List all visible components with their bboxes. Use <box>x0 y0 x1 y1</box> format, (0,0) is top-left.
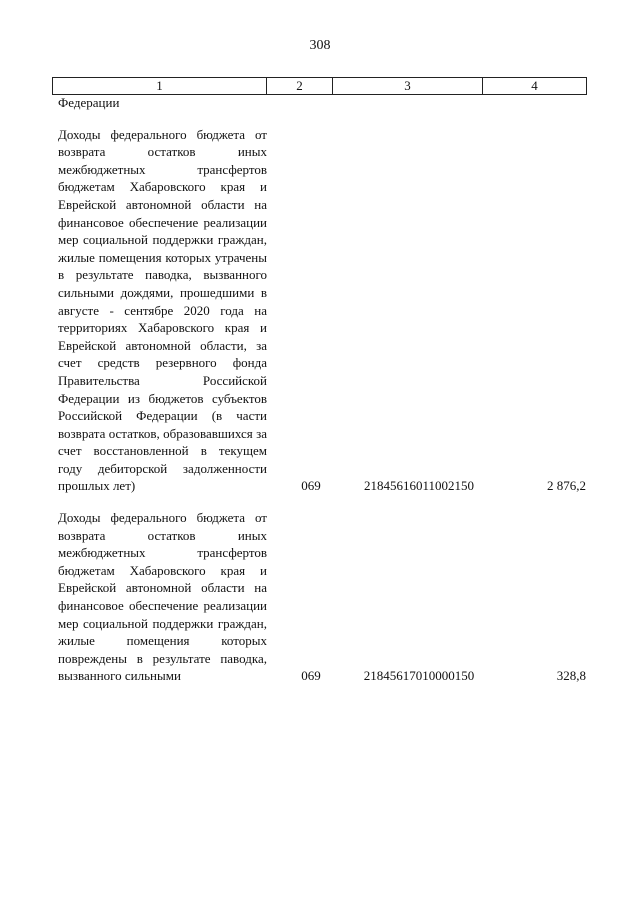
table-body <box>52 94 586 685</box>
table-header <box>52 77 587 95</box>
budget-classification-code: 21845617010000150 <box>363 668 475 684</box>
column-2-header: 2 <box>267 78 333 95</box>
amount: 2 876,2 <box>547 478 586 494</box>
row-description: Доходы федерального бюджета от возврата остатков иных межбюджетных трансфертов бюджетам Хабаровского края и Еврейской автономной области на финансовое обеспечение реализации мер социальной поддержки граждан, жилые помещения которых утрачены в результате паводка, вызванного сильными дождями, прошедшими в августе - сентябре 2020 года на территориях Хабаровского края и Еврейской автономной области, за счет средств резервного фонда Правительства Российской Федерации из бюджетов субъектов Российской Федерации (в части возврата остатков, образовавшихся за счет восстановленной в текущем году дебиторской задолженности прошлых лет) <box>58 126 267 494</box>
amount: 328,8 <box>556 668 586 684</box>
table-row <box>52 509 586 685</box>
page-number: 308 <box>309 38 331 53</box>
table-row <box>52 126 586 495</box>
column-1-header: 1 <box>53 78 267 95</box>
row-description: Доходы федерального бюджета от возврата остатков иных межбюджетных трансфертов бюджетам Хабаровского края и Еврейской автономной области на финансовое обеспечение реализации мер социальной поддержки граждан, жилые помещения которых повреждены в результате паводка, вызванного сильными <box>58 510 267 684</box>
budget-classification-code: 21845616011002150 <box>363 478 475 494</box>
admin-code: 069 <box>301 668 321 684</box>
column-4-header: 4 <box>483 78 587 95</box>
continuation-text: Федерации <box>58 95 120 110</box>
column-3-header: 3 <box>333 78 483 95</box>
admin-code: 069 <box>301 478 321 494</box>
